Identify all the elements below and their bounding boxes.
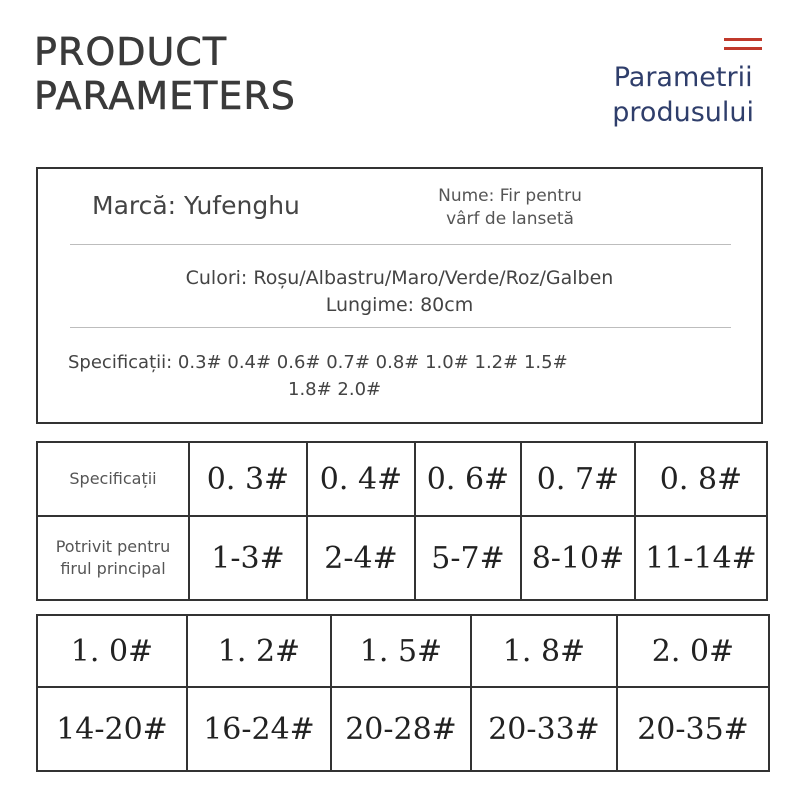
table-cell: 20-33# <box>471 687 617 771</box>
table-cell: 1. 2# <box>187 615 331 687</box>
table-cell: 0. 6# <box>415 442 521 516</box>
subtitle-line-2: produsului <box>612 97 754 128</box>
table-cell: 1. 0# <box>37 615 187 687</box>
table-row <box>37 687 769 771</box>
row-label-main-line: Potrivit pentru firul principal <box>37 516 189 600</box>
colors-and-length <box>38 265 761 319</box>
table-cell: 0. 8# <box>635 442 767 516</box>
table-cell: 20-28# <box>331 687 471 771</box>
page-subtitle <box>612 60 754 130</box>
table-cell: 1. 5# <box>331 615 471 687</box>
name-line-2: vârf de lansetă <box>446 209 574 229</box>
table-cell: 20-35# <box>617 687 769 771</box>
subtitle-line-1: Parametrii <box>613 62 753 93</box>
table-cell: 1-3# <box>189 516 307 600</box>
product-info-box <box>36 167 763 424</box>
table-row <box>37 516 767 600</box>
table-cell: 16-24# <box>187 687 331 771</box>
table-cell: 11-14# <box>635 516 767 600</box>
row-label-specs: Specificații <box>37 442 189 516</box>
name-line-1: Nume: Fir pentru <box>438 186 582 206</box>
table-cell: 14-20# <box>37 687 187 771</box>
flag-lines-icon <box>724 38 762 52</box>
divider <box>70 327 731 328</box>
specs-line-2: 1.8# 2.0# <box>288 379 382 400</box>
table-cell: 0. 7# <box>521 442 635 516</box>
table-cell: 1. 8# <box>471 615 617 687</box>
table-row <box>37 615 769 687</box>
specs-text <box>68 349 608 403</box>
table-cell: 5-7# <box>415 516 521 600</box>
colors-text: Culori: Roșu/Albastru/Maro/Verde/Roz/Galben <box>185 267 614 289</box>
divider <box>70 244 731 245</box>
product-name <box>430 185 590 231</box>
title-line-1: PRODUCT <box>34 30 228 74</box>
table-cell: 8-10# <box>521 516 635 600</box>
spec-table-2 <box>36 614 770 772</box>
table-cell: 2. 0# <box>617 615 769 687</box>
length-text: Lungime: 80cm <box>325 294 474 316</box>
specs-line-1: Specificații: 0.3# 0.4# 0.6# 0.7# 0.8# 1.0# 1.2# 1.5# <box>68 352 568 373</box>
brand-text: Marcă: Yufenghu <box>92 191 300 220</box>
table-cell: 2-4# <box>307 516 415 600</box>
table-row <box>37 442 767 516</box>
page-title <box>34 30 296 118</box>
spec-table-1 <box>36 441 768 601</box>
title-line-2: PARAMETERS <box>34 74 296 118</box>
table-cell: 0. 4# <box>307 442 415 516</box>
table-cell: 0. 3# <box>189 442 307 516</box>
